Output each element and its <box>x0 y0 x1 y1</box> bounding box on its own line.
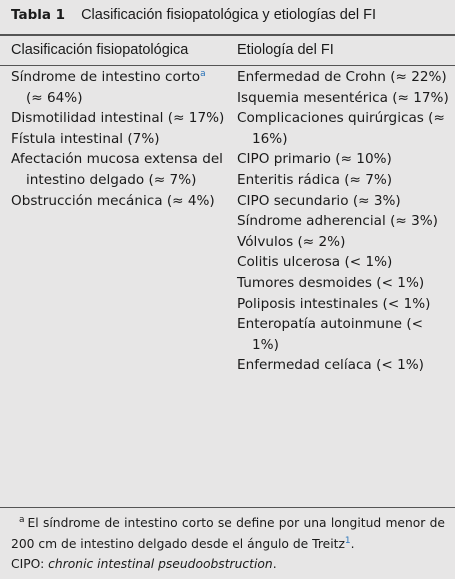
etiology-item-label: Enteritis rádica <box>237 171 340 188</box>
etiology-item-percentage: (≈ 10%) <box>330 151 392 168</box>
etiology-item-label: CIPO secundario <box>237 192 349 209</box>
etiology-item-percentage: (≈ 17%) <box>387 89 449 106</box>
etiology-item-percentage: (< 1%) <box>252 316 424 353</box>
classification-item-label: Dismotilidad intestinal <box>11 110 164 127</box>
etiology-item <box>237 67 452 88</box>
classification-item-percentage: (≈ 17%) <box>163 110 225 127</box>
etiology-column <box>237 67 452 376</box>
classification-item <box>11 191 226 212</box>
etiology-item-label: Colitis ulcerosa <box>237 254 341 271</box>
abbr-period: . <box>272 557 277 571</box>
classification-column <box>11 67 226 211</box>
etiology-item-label: Enfermedad celíaca <box>237 357 372 374</box>
top-rule <box>0 34 455 36</box>
classification-item <box>11 149 226 190</box>
etiology-item-percentage: (≈ 2%) <box>293 233 346 250</box>
abbr-prefix: CIPO: <box>11 557 49 571</box>
classification-item <box>11 108 226 129</box>
header-classification: Clasificación fisiopatológica <box>11 42 189 58</box>
etiology-item <box>237 252 452 273</box>
header-etiology: Etiología del FI <box>237 42 334 58</box>
etiology-item-label: Tumores desmoides <box>237 274 372 291</box>
footnote-marker: a <box>19 515 25 525</box>
etiology-item-label: Poliposis intestinales <box>237 295 379 312</box>
classification-item-label: Obstrucción mecánica <box>11 192 163 209</box>
etiology-item <box>237 108 452 149</box>
etiology-item-label: Complicaciones quirúrgicas <box>237 110 424 127</box>
classification-item-percentage: (≈ 7%) <box>144 171 197 188</box>
etiology-item-label: Enteropatía autoinmune <box>237 316 403 333</box>
classification-item-percentage: (7%) <box>123 130 160 147</box>
etiology-item-label: Síndrome adherencial <box>237 213 386 230</box>
etiology-item <box>237 294 452 315</box>
etiology-item-label: Isquemia mesentérica <box>237 89 388 106</box>
etiology-item <box>237 170 452 191</box>
classification-item-label: Síndrome de intestino corto <box>11 69 201 85</box>
etiology-item <box>237 191 452 212</box>
header-rule <box>0 65 455 66</box>
etiology-item <box>237 149 452 170</box>
classification-item-label: Fístula intestinal <box>11 130 124 147</box>
table-title: Clasificación fisiopatológica y etiologías del FI <box>81 7 377 23</box>
etiology-item-percentage: (< 1%) <box>378 295 431 312</box>
footnote-abbreviation <box>11 554 445 575</box>
etiology-item-label: Enfermedad de Crohn <box>237 69 386 85</box>
footnote-period: . <box>350 536 355 551</box>
etiology-item-label: CIPO primario <box>237 151 331 168</box>
etiology-item-percentage: (≈ 7%) <box>339 171 393 188</box>
etiology-item-label: Vólvulos <box>237 233 294 250</box>
etiology-item <box>237 232 452 253</box>
abbr-expansion: chronic intestinal pseudoobstruction <box>48 557 273 571</box>
reference-link[interactable]: 1 <box>344 535 351 546</box>
etiology-item-percentage: (< 1%) <box>340 254 393 271</box>
etiology-item-percentage: (≈ 3%) <box>348 192 401 209</box>
etiology-item <box>237 314 452 355</box>
classification-item <box>11 129 226 150</box>
etiology-item <box>237 355 452 376</box>
classification-item <box>11 67 226 108</box>
bottom-rule <box>0 507 455 508</box>
classification-item-label: Afectación mucosa extensa del intestino delgado <box>11 151 223 188</box>
footnote-text: El síndrome de intestino corto se define por una longitud menor de 200 cm de intestino delgado desde el ángulo de Treitz <box>11 516 445 551</box>
etiology-item-percentage: (≈ 22%) <box>385 69 447 85</box>
etiology-item <box>237 88 452 109</box>
classification-item-percentage: (≈ 64%) <box>26 89 83 106</box>
etiology-item <box>237 273 452 294</box>
etiology-item <box>237 211 452 232</box>
table-footnotes <box>11 513 445 575</box>
footnote-a <box>11 513 445 554</box>
table-caption <box>11 7 376 23</box>
etiology-item-percentage: (< 1%) <box>371 274 425 291</box>
footnote-link[interactable]: a <box>200 69 206 79</box>
etiology-item-percentage: (≈ 3%) <box>385 213 438 230</box>
table-label: Tabla 1 <box>11 7 66 23</box>
classification-item-percentage: (≈ 4%) <box>162 192 215 209</box>
etiology-item-percentage: (≈ 16%) <box>252 110 445 147</box>
etiology-item-percentage: (< 1%) <box>371 357 424 374</box>
